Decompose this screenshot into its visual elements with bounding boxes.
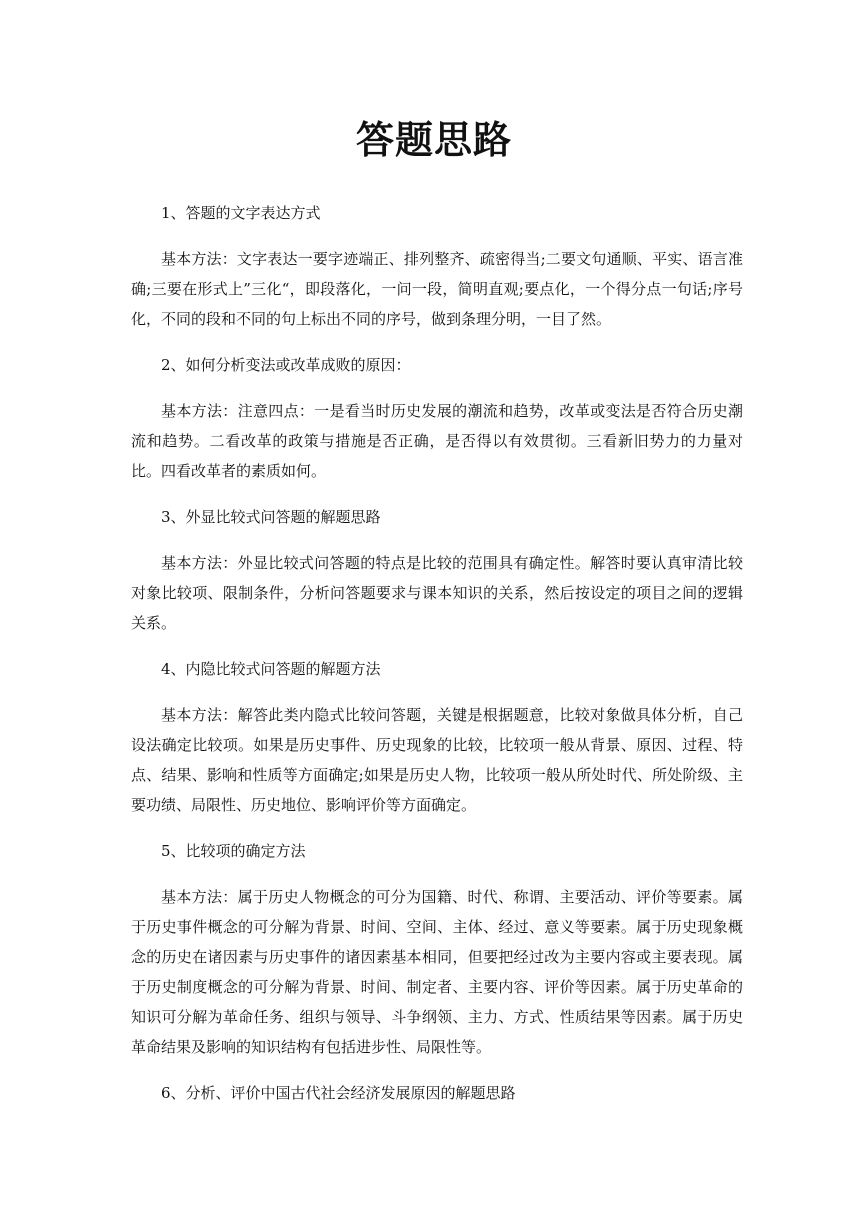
document-content <box>131 196 743 1110</box>
section-body: 基本方法：属于历史人物概念的可分为国籍、时代、称谓、主要活动、评价等要素。属于历史事件概念的可分解为背景、时间、空间、主体、经过、意义等要素。属于历史现象概念的历史在诸因素与历史事件的诸因素基本相同，但要把经过改为主要内容或主要表现。属于历史制度概念的可分解为背景、时间、制定者、主要内容、评价等因素。属于历史革命的知识可分解为革命任务、组织与领导、斗争纲领、主力、方式、性质结果等因素。属于历史革命结果及影响的知识结构有包括进步性、局限性等。 <box>131 888 743 1056</box>
section-heading: 1、答题的文字表达方式 <box>161 204 321 222</box>
section-body: 基本方法：注意四点：一是看当时历史发展的潮流和趋势，改革或变法是否符合历史潮流和趋势。二看改革的政策与措施是否正确，是否得以有效贯彻。三看新旧势力的力量对比。四看改革者的素质如何。 <box>131 402 743 480</box>
section-1 <box>131 196 743 348</box>
section-heading: 4、内隐比较式问答题的解题方法 <box>161 660 381 678</box>
section-2 <box>131 348 743 500</box>
document-title: 答题思路 <box>355 117 512 162</box>
section-4 <box>131 652 743 834</box>
section-5 <box>131 834 743 1076</box>
section-6 <box>131 1076 743 1110</box>
section-heading: 6、分析、评价中国古代社会经济发展原因的解题思路 <box>161 1084 516 1102</box>
section-heading: 5、比较项的确定方法 <box>161 842 306 860</box>
section-3 <box>131 500 743 652</box>
section-body: 基本方法：外显比较式问答题的特点是比较的范围具有确定性。解答时要认真审清比较对象比较项、限制条件，分析问答题要求与课本知识的关系，然后按设定的项目之间的逻辑关系。 <box>131 554 743 632</box>
section-body: 基本方法：解答此类内隐式比较问答题，关键是根据题意，比较对象做具体分析，自己设法确定比较项。如果是历史事件、历史现象的比较，比较项一般从背景、原因、过程、特点、结果、影响和性质等方面确定;如果是历史人物，比较项一般从所处时代、所处阶级、主要功绩、局限性、历史地位、影响评价等方面确定。 <box>131 706 743 814</box>
section-body: 基本方法：文字表达一要字迹端正、排列整齐、疏密得当;二要文句通顺、平实、语言准确;三要在形式上”三化“，即段落化，一问一段，简明直观;要点化，一个得分点一句话;序号化，不同的段和不同的句上标出不同的序号，做到条理分明，一目了然。 <box>131 250 743 328</box>
section-heading: 3、外显比较式问答题的解题思路 <box>161 508 381 526</box>
section-heading: 2、如何分析变法或改革成败的原因： <box>161 356 411 374</box>
